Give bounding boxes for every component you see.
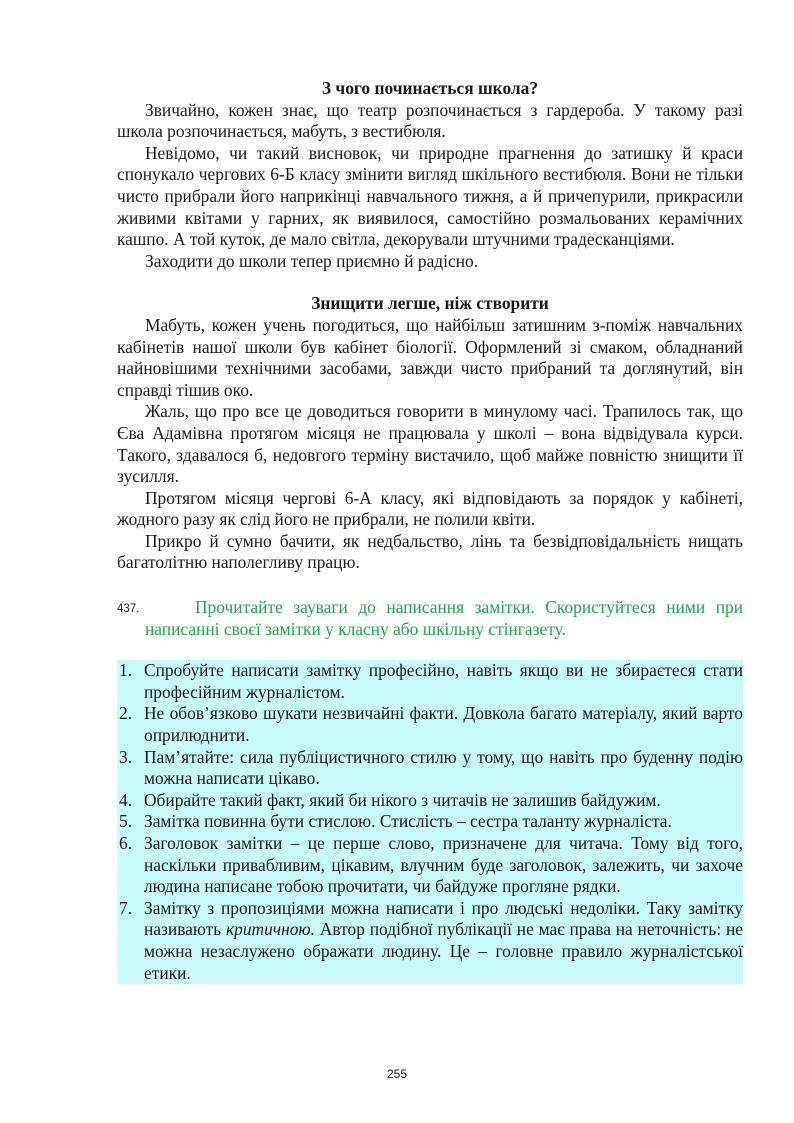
list-item-text — [144, 898, 743, 983]
text-fragment: Автор подібної публікації не має права на неточність: не можна незаслужено ображати людину. Це – головне правило журналістської етики. — [144, 919, 744, 983]
list-item — [117, 811, 743, 833]
page-number: 255 — [386, 1067, 408, 1081]
section-title: Знищити легше, ніж створити — [311, 293, 549, 314]
list-item — [117, 703, 743, 746]
list-item — [117, 833, 743, 898]
list-item-text: Пам’ятайте: сила публіцистичного стилю у тому, що навіть про буденну подію можна написати цікаво. — [144, 746, 743, 789]
page-content — [117, 78, 743, 1002]
list-item — [117, 790, 743, 812]
list-item-number: 3. — [119, 746, 133, 767]
list-item-number: 4. — [119, 789, 133, 810]
list-item-number: 5. — [119, 811, 133, 832]
paragraph: Мабуть, кожен учень погодиться, що найбільш затишним з-поміж навчальних кабінетів нашої школи був кабінет біології. Оформлений зі смаком, обладнаний найновішими технічними засобами, завжди чисто прибраний та доглянутий, він справді тішив око. — [117, 314, 743, 400]
list-item — [117, 898, 743, 984]
list-item-number: 1. — [119, 660, 133, 681]
italic-term: критичною. — [226, 919, 316, 940]
section-title: З чого починається школа? — [321, 78, 539, 98]
paragraph: Протягом місяця чергові 6-А класу, які відповідають за порядок у кабінеті, жодного разу як слід його не прибрали, не полили квіти. — [117, 487, 743, 530]
list-item-number: 7. — [119, 897, 133, 918]
list-item — [117, 747, 743, 790]
tips-list — [117, 660, 743, 984]
exercise-block — [117, 597, 743, 640]
list-item-text: Обирайте такий факт, який би нікого з читачів не залишив байдужим. — [144, 789, 661, 810]
list-item-number: 6. — [119, 833, 133, 853]
list-item-text: Замітка повинна бути стислою. Стислість – сестра таланту журналіста. — [144, 811, 672, 832]
list-item — [117, 660, 743, 703]
list-item-text: Не обов’язково шукати незвичайні факти. Довкола багато матеріалу, який варто оприлюднити. — [144, 703, 743, 746]
exercise-number: 437. — [117, 603, 140, 616]
paragraph: Прикро й сумно бачити, як недбальство, лінь та безвідповідальність нищать багатолітню наполегливу працю. — [117, 530, 743, 573]
exercise-instruction: Прочитайте зауваги до написання замітки. Скористуйтеся ними при написанні своєї замітки у класну або шкільну стінгазету. — [145, 597, 743, 639]
paragraph: Невідомо, чи такий висновок, чи природне прагнення до затишку й краси спонукало чергових 6-Б класу змінити вигляд шкільного вестибюля. Вони не тільки чисто прибрали його наприкінці навчального тижня, а й причепурили, прикрасили живими квітами у гарних, як виявилося, самостійно розмальованих керамічних кашпо. А той куток, де мало світла, декорували штучними традесканціями. — [117, 142, 743, 250]
list-item-text: Спробуйте написати замітку професійно, навіть якщо ви не збираєтеся стати професійним журналістом. — [144, 660, 743, 702]
list-item-text: Заголовок замітки – це перше слово, призначене для читача. Тому від того, наскільки привабливим, цікавим, влучним буде заголовок, залежить, чи захоче людина написане тобою прочитати, чи байдуже прогляне рядки. — [144, 833, 743, 897]
paragraph: Звичайно, кожен знає, що театр розпочинається з гардероба. У такому разі школа розпочинається, мабуть, з вестибюля. — [117, 99, 743, 142]
text-fragment: Замітку з пропозиціями можна написати і про людські недоліки. Таку замітку називають — [144, 897, 743, 940]
paragraph: Заходити до школи тепер приємно й радісно. — [145, 250, 479, 271]
list-item-number: 2. — [119, 703, 133, 724]
paragraph: Жаль, що про все це доводиться говорити в минулому часі. Трапилось так, що Єва Адамівна протягом місяця не працювала у школі – вона відвідувала курси. Такого, здавалося б, недовгого терміну вистачило, щоб майже повністю знищити її зусилля. — [117, 401, 743, 487]
